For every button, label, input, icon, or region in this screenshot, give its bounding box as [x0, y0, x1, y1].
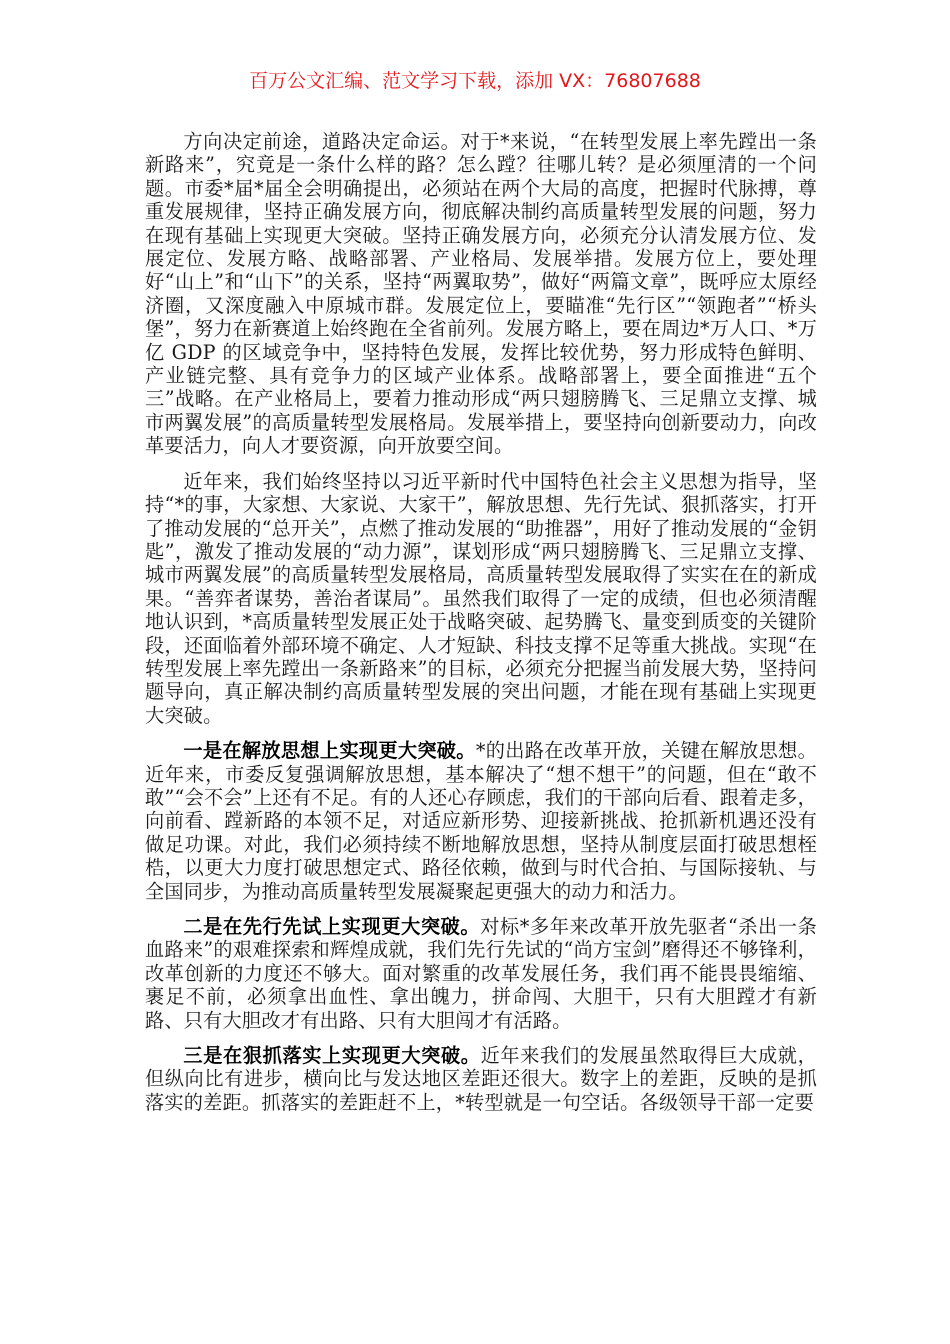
paragraph-point-one: [145, 739, 817, 903]
paragraph-lead-bold: 一是在解放思想上实现更大突破。: [183, 739, 476, 763]
paragraph-recent-years: [145, 470, 817, 727]
paragraph-direction: [145, 130, 817, 458]
paragraph-lead-bold: 二是在先行先试上实现更大突破。: [183, 915, 481, 938]
paragraph-lead-bold: 三是在狠抓落实上实现更大突破。: [183, 1044, 481, 1068]
document-body: [145, 130, 817, 1126]
paragraph-point-two: [145, 915, 817, 1032]
paragraph-text: 方向决定前途，道路决定命运。对于*来说，“在转型发展上率先蹚出一条新路来”，究竟是一条什么样的路？怎么蹚？往哪儿转？是必须厘清的一个问题。市委*届*届全会明确提出，必须站在两个大局的高度，把握时代脉搏，尊重发展规律，坚持正确发展方向，彻底解决制约高质量转型发展的问题，努力在现有基础上实现更大突破。坚持正确发展方向，必须充分认清发展方位、发展定位、发展方略、战略部署、产业格局、发展举措。发展方位上，要处理好“山上”和“山下”的关系，坚持“两翼取势”，做好“两篇文章”，既呼应太原经济圈，又深度融入中原城市群。发展定位上，要瞄准“先行区”“领跑者”“桥头堡”，努力在新赛道上始终跑在全省前列。发展方略上，要在周边*万人口、*万亿 GDP 的区域竞争中，坚持特色发展，发挥比较优势，努力形成特色鲜明、产业链完整、具有竞争力的区域产业体系。战略部署上，要全面推进“五个三”战略。在产业格局上，要着力推动形成“两只翅膀腾飞、三足鼎立支撑、城市两翼发展”的高质量转型发展格局。发展举措上，要坚持向创新要动力，向改革要活力，向人才要资源，向开放要空间。: [145, 130, 817, 458]
paragraph-text: 对标*多年来改革开放先驱者“杀出一条血路来”的艰难探索和辉煌成就，我们先行先试的“尚方宝剑”磨得还不够锋利，改革创新的力度还不够大。面对繁重的改革发展任务，我们再不能畏畏缩缩、裹足不前，必须拿出血性、拿出魄力，拼命闯、大胆干，只有大胆蹚才有新路、只有大胆改才有出路、只有大胆闯才有活路。: [145, 915, 817, 1032]
paragraph-text: *的出路在改革开放，关键在解放思想。近年来，市委反复强调解放思想，基本解决了“想不想干”的问题，但在“敢不敢”“会不会”上还有不足。有的人还心存顾虑，我们的干部向后看、跟着走多，向前看、蹚新路的本领不足，对适应新形势、迎接新挑战、抢抓新机遇还没有做足功课。对此，我们必须持续不断地解放思想，坚持从制度层面打破思想桎梏，以更大力度打破思想定式、路径依赖，做到与时代合拍、与国际接轨、与全国同步，为推动高质量转型发展凝聚起更强大的动力和活力。: [145, 739, 818, 903]
header-banner: 百万公文汇编、范文学习下载，添加 VX：76807688: [249, 70, 701, 92]
paragraph-point-three: [145, 1044, 817, 1114]
paragraph-text: 近年来我们的发展虽然取得巨大成就，但纵向比有进步，横向比与发达地区差距还很大。数字上的差距，反映的是抓落实的差距。抓落实的差距赶不上，*转型就是一句空话。各级领导干部一定要: [145, 1044, 817, 1114]
paragraph-text: 近年来，我们始终坚持以习近平新时代中国特色社会主义思想为指导，坚持“*的事，大家想、大家说、大家干”，解放思想、先行先试、狠抓落实，打开了推动发展的“总开关”，点燃了推动发展的“助推器”，用好了推动发展的“金钥匙”，激发了推动发展的“动力源”，谋划形成“两只翅膀腾飞、三足鼎立支撑、城市两翼发展”的高质量转型发展格局，高质量转型发展取得了实实在在的新成果。“善弈者谋势，善治者谋局”。虽然我们取得了一定的成绩，但也必须清醒地认识到，*高质量转型发展正处于战略突破、起势腾飞、量变到质变的关键阶段，还面临着外部环境不确定、人才短缺、科技支撑不足等重大挑战。实现“在转型发展上率先蹚出一条新路来”的目标，必须充分把握当前发展大势，坚持问题导向，真正解决制约高质量转型发展的突出问题，才能在现有基础上实现更大突破。: [145, 469, 817, 727]
